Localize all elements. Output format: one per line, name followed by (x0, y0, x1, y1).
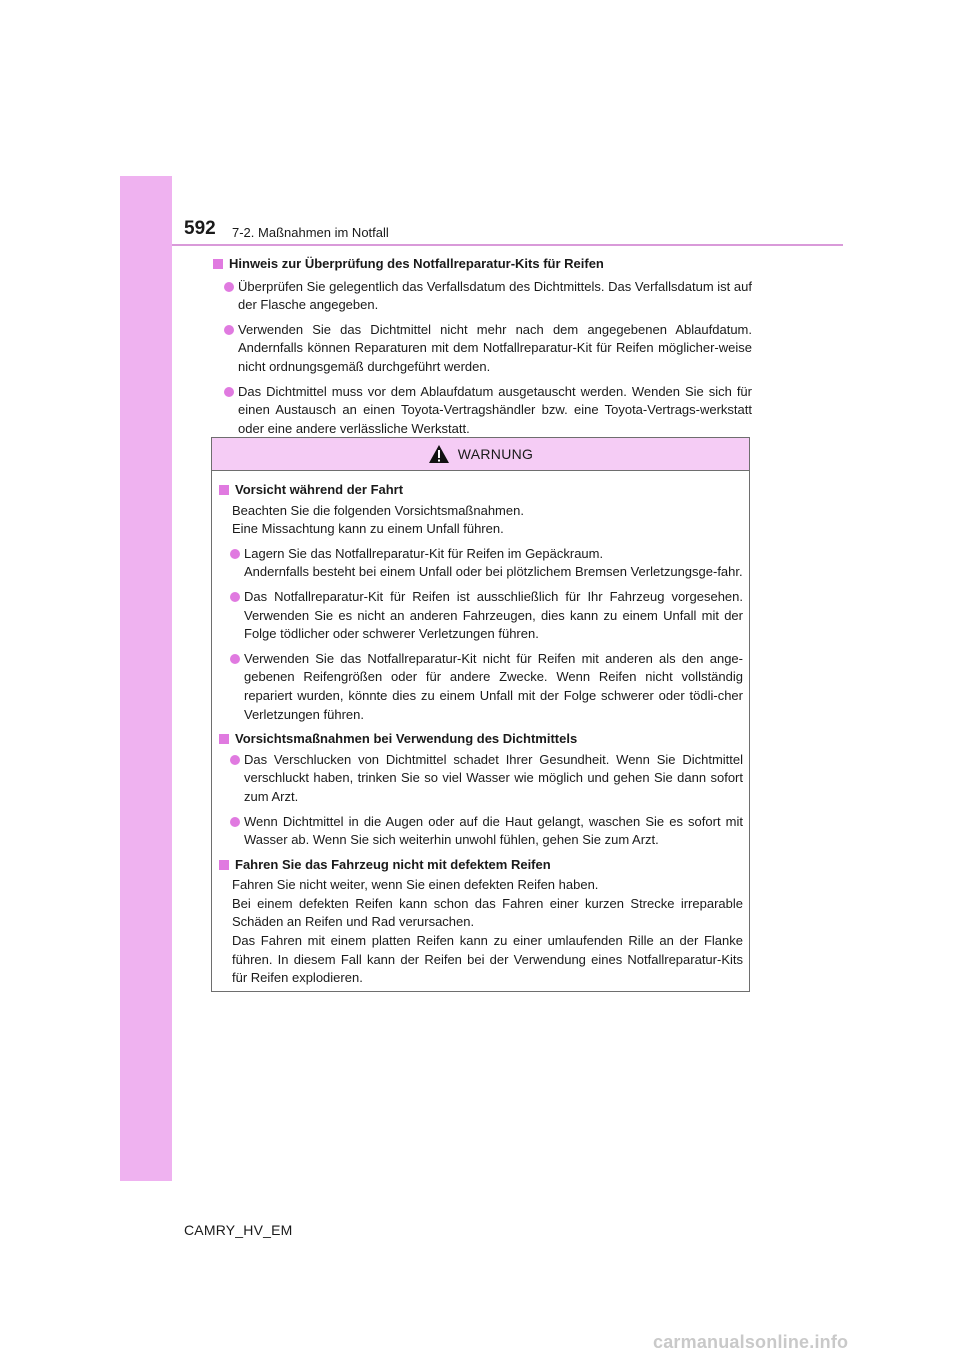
hinweis-section (212, 255, 752, 444)
hinweis-bullet: Verwenden Sie das Dichtmittel nicht mehr nach dem angegebenen Ablaufdatum. Andernfalls können Reparaturen mit dem Notfallreparatur-Kit für Reifen möglicher-weise nicht ordnungsgemäß durchgeführt werden. (212, 321, 752, 377)
watermark: carmanualsonline.info (653, 1332, 849, 1352)
square-bullet-icon (219, 860, 229, 870)
warning-title: WARNUNG (457, 446, 534, 462)
circle-bullet-icon (230, 654, 240, 664)
warning-heading-sealant: Vorsichtsmaßnahmen bei Verwendung des Dichtmittels (218, 730, 743, 749)
warning-heading-driving: Vorsicht während der Fahrt (218, 481, 743, 500)
square-bullet-icon (219, 734, 229, 744)
warning-paragraph: Beachten Sie die folgenden Vorsichtsmaßnahmen. Eine Missachtung kann zu einem Unfall führen. (232, 502, 524, 537)
circle-bullet-icon (224, 325, 234, 335)
model-code: CAMRY_HV_EM (184, 1222, 293, 1238)
square-bullet-icon (213, 259, 223, 269)
warning-triangle-icon (428, 444, 450, 464)
square-bullet-icon (219, 485, 229, 495)
warning-bullet: Verwenden Sie das Notfallreparatur-Kit nicht für Reifen mit anderen als den ange-gebenen Reifengrößen oder für andere Zwecke. Wenn Reifen nicht vollständig repariert wurden, könnte dies zu einem Unfall mit der Folge schwerer oder tödli-cher Verletzungen führen. (218, 650, 743, 724)
circle-bullet-icon (230, 592, 240, 602)
warning-heading-defective-tire: Fahren Sie das Fahrzeug nicht mit defektem Reifen (218, 856, 743, 875)
side-tab-bar (120, 176, 172, 1181)
circle-bullet-icon (230, 817, 240, 827)
header-divider (172, 244, 843, 246)
warning-box (211, 437, 750, 992)
circle-bullet-icon (224, 282, 234, 292)
warning-paragraph: Fahren Sie nicht weiter, wenn Sie einen defekten Reifen haben. Bei einem defekten Reifen kann schon das Fahren einer kurzen Strecke irreparable Schäden an Reifen und Rad verursachen. Das Fahren mit einem platten Reifen kann zu einer umlaufenden Rille an der Flanke führen. In diesem Fall kann der Reifen bei der Verwendung eines Notfallreparatur-Kits für Reifen explodieren. (232, 877, 743, 986)
hinweis-heading: Hinweis zur Überprüfung des Notfallreparatur-Kits für Reifen (212, 255, 752, 274)
section-title: 7-2. Maßnahmen im Notfall (232, 225, 389, 240)
circle-bullet-icon (230, 549, 240, 559)
warning-bullet: Wenn Dichtmittel in die Augen oder auf die Haut gelangt, waschen Sie es sofort mit Wasser ab. Wenn Sie sich weiterhin unwohl fühlen, gehen Sie zum Arzt. (218, 813, 743, 850)
warning-bullet: Das Notfallreparatur-Kit für Reifen ist ausschließlich für Ihr Fahrzeug vorgesehen. Verwenden Sie es nicht an anderen Fahrzeugen, dies kann zu einem Unfall mit der Folge tödlicher oder schwerer Verletzungen führen. (218, 588, 743, 644)
warning-header (212, 438, 749, 471)
circle-bullet-icon (224, 387, 234, 397)
circle-bullet-icon (230, 755, 240, 765)
page-number: 592 (184, 218, 216, 239)
hinweis-bullet: Überprüfen Sie gelegentlich das Verfallsdatum des Dichtmittels. Das Verfallsdatum ist auf der Flasche angegeben. (212, 278, 752, 315)
hinweis-bullet: Das Dichtmittel muss vor dem Ablaufdatum ausgetauscht werden. Wenden Sie sich für einen Austausch an einen Toyota-Vertragshändler bzw. eine Toyota-Vertrags-werkstatt oder eine andere verlässliche Werkstatt. (212, 383, 752, 439)
warning-bullet: Lagern Sie das Notfallreparatur-Kit für Reifen im Gepäckraum. Andernfalls besteht bei einem Unfall oder bei plötzlichem Bremsen Verletzungsge-fahr. (218, 545, 743, 582)
warning-bullet: Das Verschlucken von Dichtmittel schadet Ihrer Gesundheit. Wenn Sie Dichtmittel verschluckt haben, trinken Sie so viel Wasser wie möglich und gehen Sie dann sofort zum Arzt. (218, 751, 743, 807)
warning-body (212, 471, 749, 988)
